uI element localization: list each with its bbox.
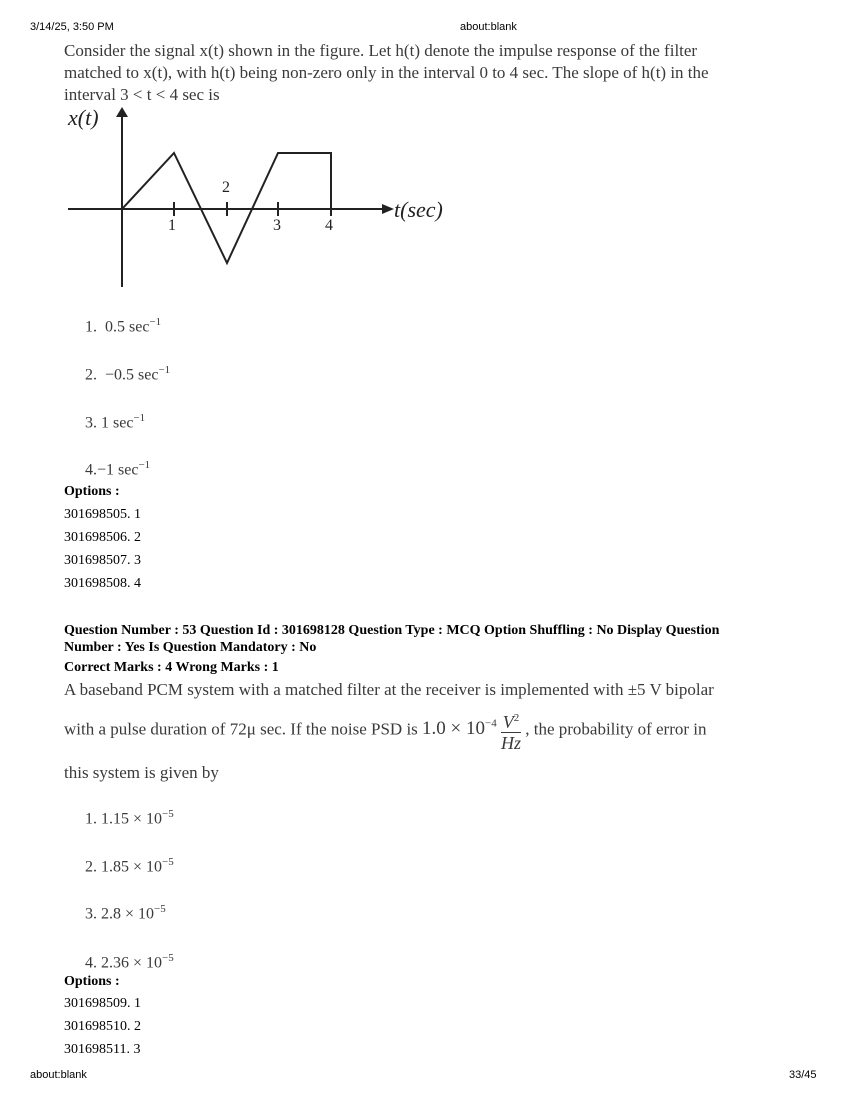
- psd-value: $1.0 \times 10^{-4}$: [422, 718, 497, 740]
- print-datetime: 3/14/25, 3:50 PM: [30, 21, 114, 33]
- q53-text-line-1: A baseband PCM system with a matched filter at the receiver is implemented with ±5 V bipolar: [64, 680, 714, 699]
- tick-label-2: 2: [222, 179, 230, 196]
- q52-text-line-3: interval 3 < t < 4 sec is: [64, 85, 220, 104]
- q52-options-label: Options :: [64, 484, 120, 499]
- q53-meta-line-1: Question Number : 53 Question Id : 301698128 Question Type : MCQ Option Shuffling : No Display Question: [64, 623, 720, 638]
- tick-label-1: 1: [168, 217, 176, 234]
- print-page-number: 33/45: [789, 1069, 817, 1081]
- q52-choice-2: 2. −0.5 $\sec^{-1}$: [85, 364, 171, 384]
- q53-option-id-1: 301698509. 1: [64, 996, 141, 1011]
- q52-choice-3: 3. 1 $\sec^{-1}$: [85, 412, 146, 432]
- x-axis-arrow: [382, 204, 394, 214]
- print-title: about:blank: [460, 21, 517, 33]
- y-axis-label: x(t): [68, 105, 99, 130]
- q53-choice-3: 3. $2.8 \times 10^{-5}$: [85, 903, 166, 923]
- q53-choice-4: 4. $2.36 \times 10^{-5}$: [85, 952, 174, 972]
- q53-choice-1: 1. $1.15 \times 10^{-5}$: [85, 808, 174, 828]
- q53-choice-2: 2. $1.85 \times 10^{-5}$: [85, 856, 174, 876]
- q52-option-id-2: 301698506. 2: [64, 530, 141, 545]
- q53-option-id-3: 301698511. 3: [64, 1042, 141, 1057]
- q53-meta-line-2: Number : Yes Is Question Mandatory : No: [64, 640, 317, 655]
- tick-label-3: 3: [273, 217, 281, 234]
- q52-option-id-1: 301698505. 1: [64, 507, 141, 522]
- q52-choice-1: 1. 0.5 $\sec^{-1}$: [85, 316, 162, 336]
- q52-question-text: [64, 40, 804, 106]
- q53-marks: Correct Marks : 4 Wrong Marks : 1: [64, 660, 279, 675]
- q53-text-line-3: this system is given by: [64, 763, 219, 782]
- x-axis-label: t(sec): [394, 197, 443, 222]
- q53-option-id-2: 301698510. 2: [64, 1019, 141, 1034]
- q52-choice-4: 4.−1 $\sec^{-1}$: [85, 459, 151, 479]
- q53-text-line-2: with a pulse duration of 72μ sec. If the noise PSD is $1.0 \times 10^{-4}$ $\frac{V^2}{Hz}$ , the probability of error in: [64, 708, 824, 753]
- q53-options-label: Options :: [64, 974, 120, 989]
- q52-text-line-2: matched to x(t), with h(t) being non-zero only in the interval 0 to 4 sec. The slope of h(t) in the: [64, 63, 709, 82]
- q52-text-line-1: Consider the signal x(t) shown in the figure. Let h(t) denote the impulse response of the filter: [64, 41, 698, 60]
- q52-option-id-4: 301698508. 4: [64, 576, 141, 591]
- y-axis-arrow: [116, 107, 128, 117]
- signal-figure: [60, 105, 460, 295]
- psd-unit-fraction: $\frac{V^2}{Hz}$: [501, 708, 522, 753]
- q52-option-id-3: 301698507. 3: [64, 553, 141, 568]
- tick-label-4: 4: [325, 217, 333, 234]
- print-footer-url: about:blank: [30, 1069, 87, 1081]
